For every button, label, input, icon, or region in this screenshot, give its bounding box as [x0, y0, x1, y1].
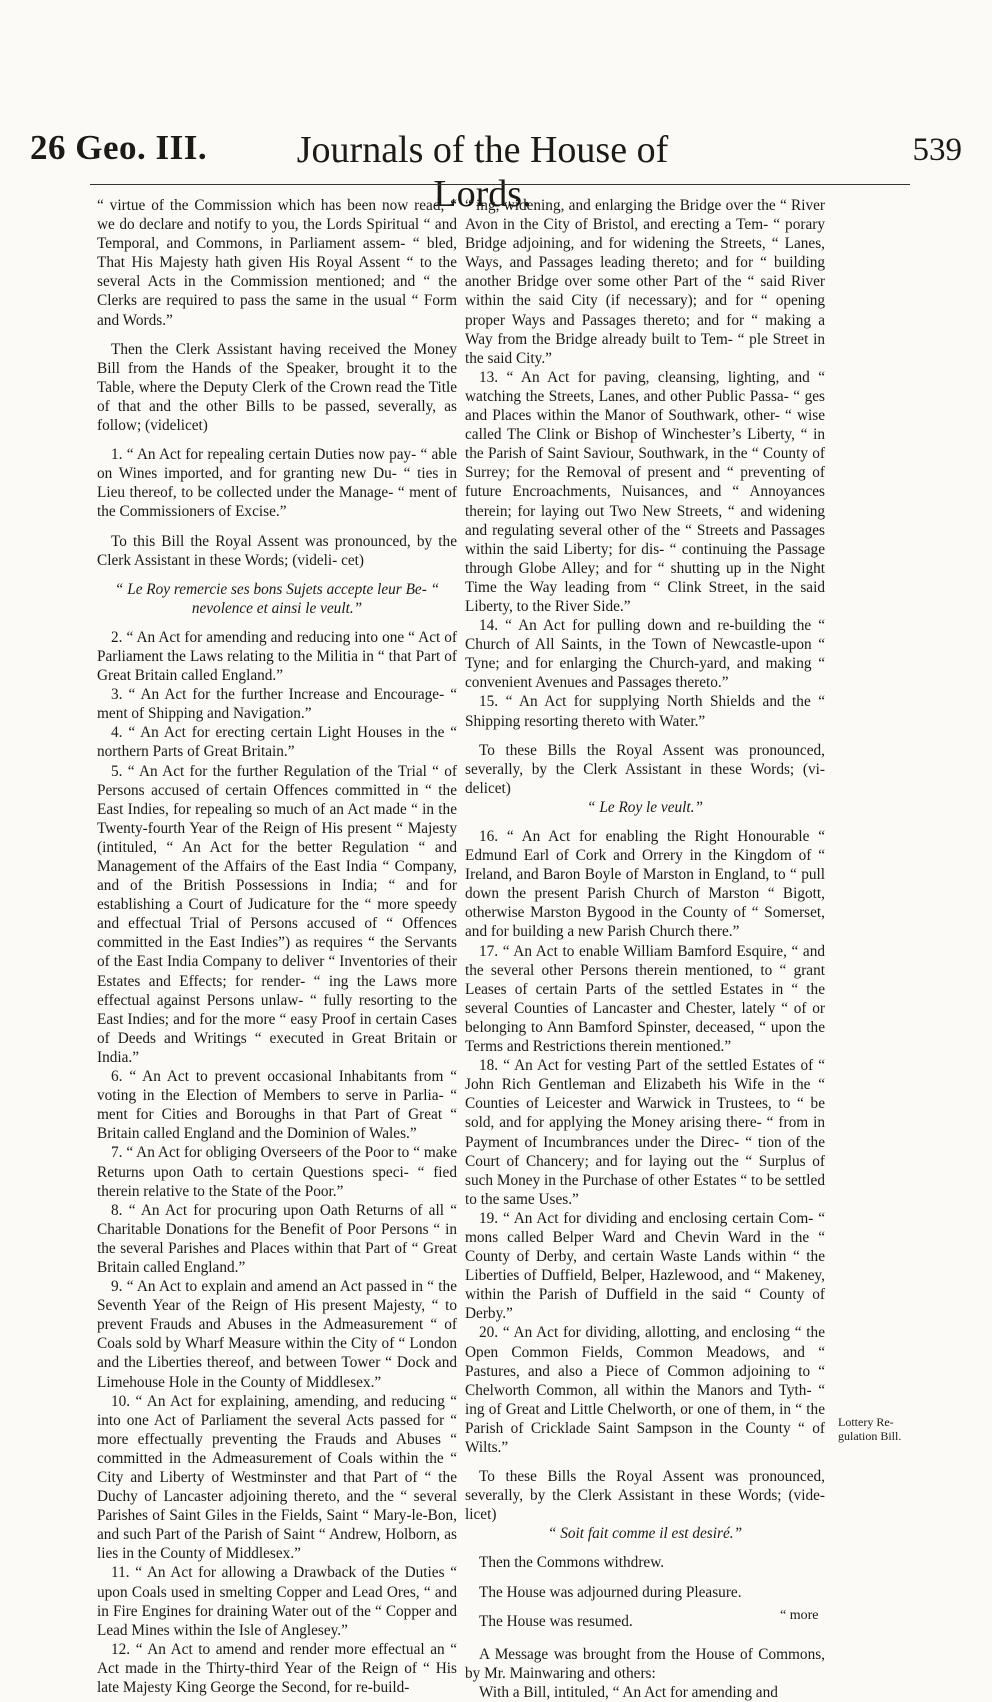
act-1: 1. “ An Act for repealing certain Duties now pay- “ able on Wines imported, and for granting new Du- “ ties in Lieu thereof, to be collected under the Manage- “ ment of the Commissioners of Excise.”: [97, 446, 457, 521]
act-11: 11. “ An Act for allowing a Drawback of the Duties “ upon Coals used in smelting Copper and Lead Ores, “ and in Fire Engines for draining Water out of the “ Copper and Lead Mines within the Isle of Anglesey.”: [97, 1564, 457, 1639]
act-10: 10. “ An Act for explaining, amending, and reducing “ into one Act of Parliament the several Acts passed for “ more effectually preventing the Frauds and Abuses “ committed in the Admeasurement of Coals within the “ City and Liberty of Westminster and that Part of “ the Duchy of Lancaster adjoining thereto, and the “ several Parishes of Saint Giles in the Fields, Saint “ Mary-le-Bon, and such Part of the Parish of Saint “ Andrew, Holborn, as lies in the County of Middlesex.”: [97, 1392, 457, 1563]
act-9: 9. “ An Act to explain and amend an Act passed in “ the Seventh Year of the Reign of His present Majesty, “ to prevent Frauds and Abuses in the Admeasurement “ of Coals sold by Wharf Measure within the City of “ London and the Liberties thereof, and between Tower “ Dock and Limehouse Hole in the County of Middlesex.”: [97, 1278, 457, 1391]
act-20: 20. “ An Act for dividing, allotting, and enclosing “ the Open Common Fields, Common Meadows, and “ Pastures, and also a Piece of Common adjoining to “ Chelworth Common, all within the Manors and Tyth- “ ing of Great and Little Chelworth, or one of them, in “ the Parish of Cricklade Saint Sampson in the County “ of Wilts.”: [465, 1324, 825, 1456]
right-column: [465, 196, 825, 1702]
royal-assent-note-3: To these Bills the Royal Assent was pronounced, severally, by the Clerk Assistant in these Words; (vide- licet): [465, 1468, 825, 1524]
royal-assent-note-2: To these Bills the Royal Assent was pronounced, severally, by the Clerk Assistant in these Words; (vi- delicet): [465, 741, 825, 797]
act-14: 14. “ An Act for pulling down and re-building the “ Church of All Saints, in the Town of Newcastle-upon “ Tyne; and for enlarging the Church-yard, and making “ convenient Avenues and Passages thereto.”: [465, 617, 825, 692]
commons-withdrew: Then the Commons withdrew.: [479, 1554, 665, 1572]
regnal-year: 26 Geo. III.: [30, 128, 208, 167]
act-19: 19. “ An Act for dividing and enclosing certain Com- “ mons called Belper Ward and Chevin Ward in the “ County of Derby, and certain Waste Lands within “ the Liberties of Duffield, Belper, Hazlewood, and “ Makeney, within the Parish of Duffield in the said “ County of Derby.”: [465, 1209, 825, 1323]
royal-formula-1: “ Le Roy remercie ses bons Sujets accepte leur Be- “ nevolence et ainsi le veult.”: [114, 580, 440, 617]
act-17: 17. “ An Act to enable William Bamford Esquire, “ and the several other Persons therein mentioned, to “ grant Leases of certain Parts of the settled Estates in “ the several Counties of Lancaster and Chester, lately “ of or belonging to Ann Bamford Spinster, deceased, “ upon the Terms and Restrictions therein mentioned.”: [465, 942, 825, 1056]
page-number: 539: [912, 132, 962, 168]
royal-formula-3: “ Soit fait comme il est desiré.”: [547, 1525, 743, 1543]
royal-formula-2: “ Le Roy le veult.”: [587, 798, 703, 816]
act-13: 13. “ An Act for paving, cleansing, lighting, and “ watching the Streets, Lanes, and other Public Passa- “ ges and Places within the Manor of Southwark, other- “ wise called The Clink or Bishop of Winchester’s Liberty, “ in the Parish of Saint Saviour, Southwark, in the “ County of Surrey; for the Removal of present and “ preventing of future Encroachments, Nuisances, and “ Annoyances therein; for laying out Two New Streets, “ and widening and regulating several other of the “ Streets and Passages within the said Liberty; for dis- “ continuing the Passage through Globe Alley; and for “ shutting up in the Night Time the Way leading from “ Clink Street, in the said Liberty, to the River Side.”: [465, 368, 825, 615]
commission-quote: “ virtue of the Commission which has been now read, “ we do declare and notify to you, the Lords Spiritual “ and Temporal, and Commons, in Parliament assem- “ bled, That His Majesty hath given His Royal Assent “ to the several Acts in the Commission mentioned; and “ the Clerks are required to pass the same in the usual “ Form and Words.”: [97, 197, 457, 329]
journal-title: Journals of the House of Lords.: [296, 129, 669, 215]
commons-message: A Message was brought from the House of Commons, by Mr. Mainwaring and others:: [465, 1645, 825, 1682]
act-2: 2. “ An Act for amending and reducing into one “ Act of Parliament the Laws relating to the Militia in “ that Part of Great Britain called England.”: [97, 628, 457, 685]
margin-note: Lottery Re- gulation Bill.: [838, 1415, 902, 1443]
act-15: 15. “ An Act for supplying North Shields and the “ Shipping resorting thereto with Water.”: [465, 693, 825, 730]
act-5: 5. “ An Act for the further Regulation of the Trial “ of Persons accused of certain Offences committed in “ the East Indies, for repealing so much of an Act made “ in the Twenty-fourth Year of the Reign of His present “ Majesty (intituled, “ An Act for the better Regulation “ and Management of the Affairs of the East India “ Company, and of the British Possessions in India; “ and for establishing a Court of Judicature for the “ more speedy and effectual Trial of Persons accused of “ Offences committed in the East Indies”) as requires “ the Servants of the East India Company to deliver “ Inventories of their Estates and Effects; for render- “ ing the Laws more effectual against Persons unlaw- “ fully resorting to the East Indies; and for the more “ easy Proof in certain Cases of Deeds and Writings “ executed in Great Britain or India.”: [97, 762, 457, 1066]
act-18: 18. “ An Act for vesting Part of the settled Estates of “ John Rich Gentleman and Elizabeth his Wife in the “ Counties of Leicester and Warwick in Trustees, to “ be sold, and for applying the Money arising there- “ from in Payment of Incumbrances under the Direc- “ tion of the Court of Chancery; and for laying out the “ Surplus of such Money in the Purchase of other Estates “ to be settled to the same Uses.”: [465, 1057, 825, 1208]
catchword: “ more: [780, 1608, 819, 1623]
act-7: 7. “ An Act for obliging Overseers of the Poor to “ make Returns upon Oath to certain Questions speci- “ fied therein relative to the State of the Poor.”: [97, 1144, 457, 1200]
clerk-paragraph: Then the Clerk Assistant having received the Money Bill from the Hands of the Speaker, brought it to the Table, where the Deputy Clerk of the Crown read the Title of that and the other Bills to be passed, severally, as follow; (videlicet): [97, 340, 457, 435]
house-resumed: The House was resumed.: [479, 1612, 633, 1630]
header-rule: [90, 184, 910, 185]
page-header: [30, 128, 962, 215]
house-adjourned: The House was adjourned during Pleasure.: [479, 1583, 742, 1601]
act-16: 16. “ An Act for enabling the Right Honourable “ Edmund Earl of Cork and Orrery in the Kingdom of “ Ireland, and Baron Boyle of Marston in England, to “ pull down the present Parish Church of Marston “ Bigott, otherwise Marston Bygood in the County of “ Somerset, and for building a new Parish Church there.”: [465, 828, 825, 941]
left-column: [97, 196, 457, 1697]
act-4: 4. “ An Act for erecting certain Light Houses in the “ northern Parts of Great Britain.”: [97, 724, 457, 761]
act-3: 3. “ An Act for the further Increase and Encourage- “ ment of Shipping and Navigation.”: [97, 686, 457, 723]
bill-intituled: With a Bill, intituled, “ An Act for amending and: [479, 1683, 778, 1701]
act-12-continued: “ ing, widening, and enlarging the Bridge over the “ River Avon in the City of Bristol, and erecting a Tem- “ porary Bridge adjoining, and for widening the Streets, “ Lanes, Ways, and Passages leading thereto; and for “ building another Bridge over some other Part of the “ said River within the said City (if necessary); and for “ opening proper Ways and Passages thereto; and for “ making a Way from the Bridge already built to Tem- “ ple Street in the said City.”: [465, 197, 825, 367]
act-8: 8. “ An Act for procuring upon Oath Returns of all “ Charitable Donations for the Benefit of Poor Persons “ in the several Parishes and Places within that Part of “ Great Britain called England.”: [97, 1201, 457, 1276]
act-6: 6. “ An Act to prevent occasional Inhabitants from “ voting in the Election of Members to serve in Parlia- “ ment for Cities and Boroughs in that Part of Great “ Britain called England and the Dominion of Wales.”: [97, 1068, 457, 1143]
act-12: 12. “ An Act to amend and render more effectual an “ Act made in the Thirty-third Year of the Reign of “ His late Majesty King George the Second, for re-build-: [97, 1640, 457, 1697]
royal-assent-note-1: To this Bill the Royal Assent was pronounced, by the Clerk Assistant in these Words; (videli- cet): [97, 532, 457, 569]
